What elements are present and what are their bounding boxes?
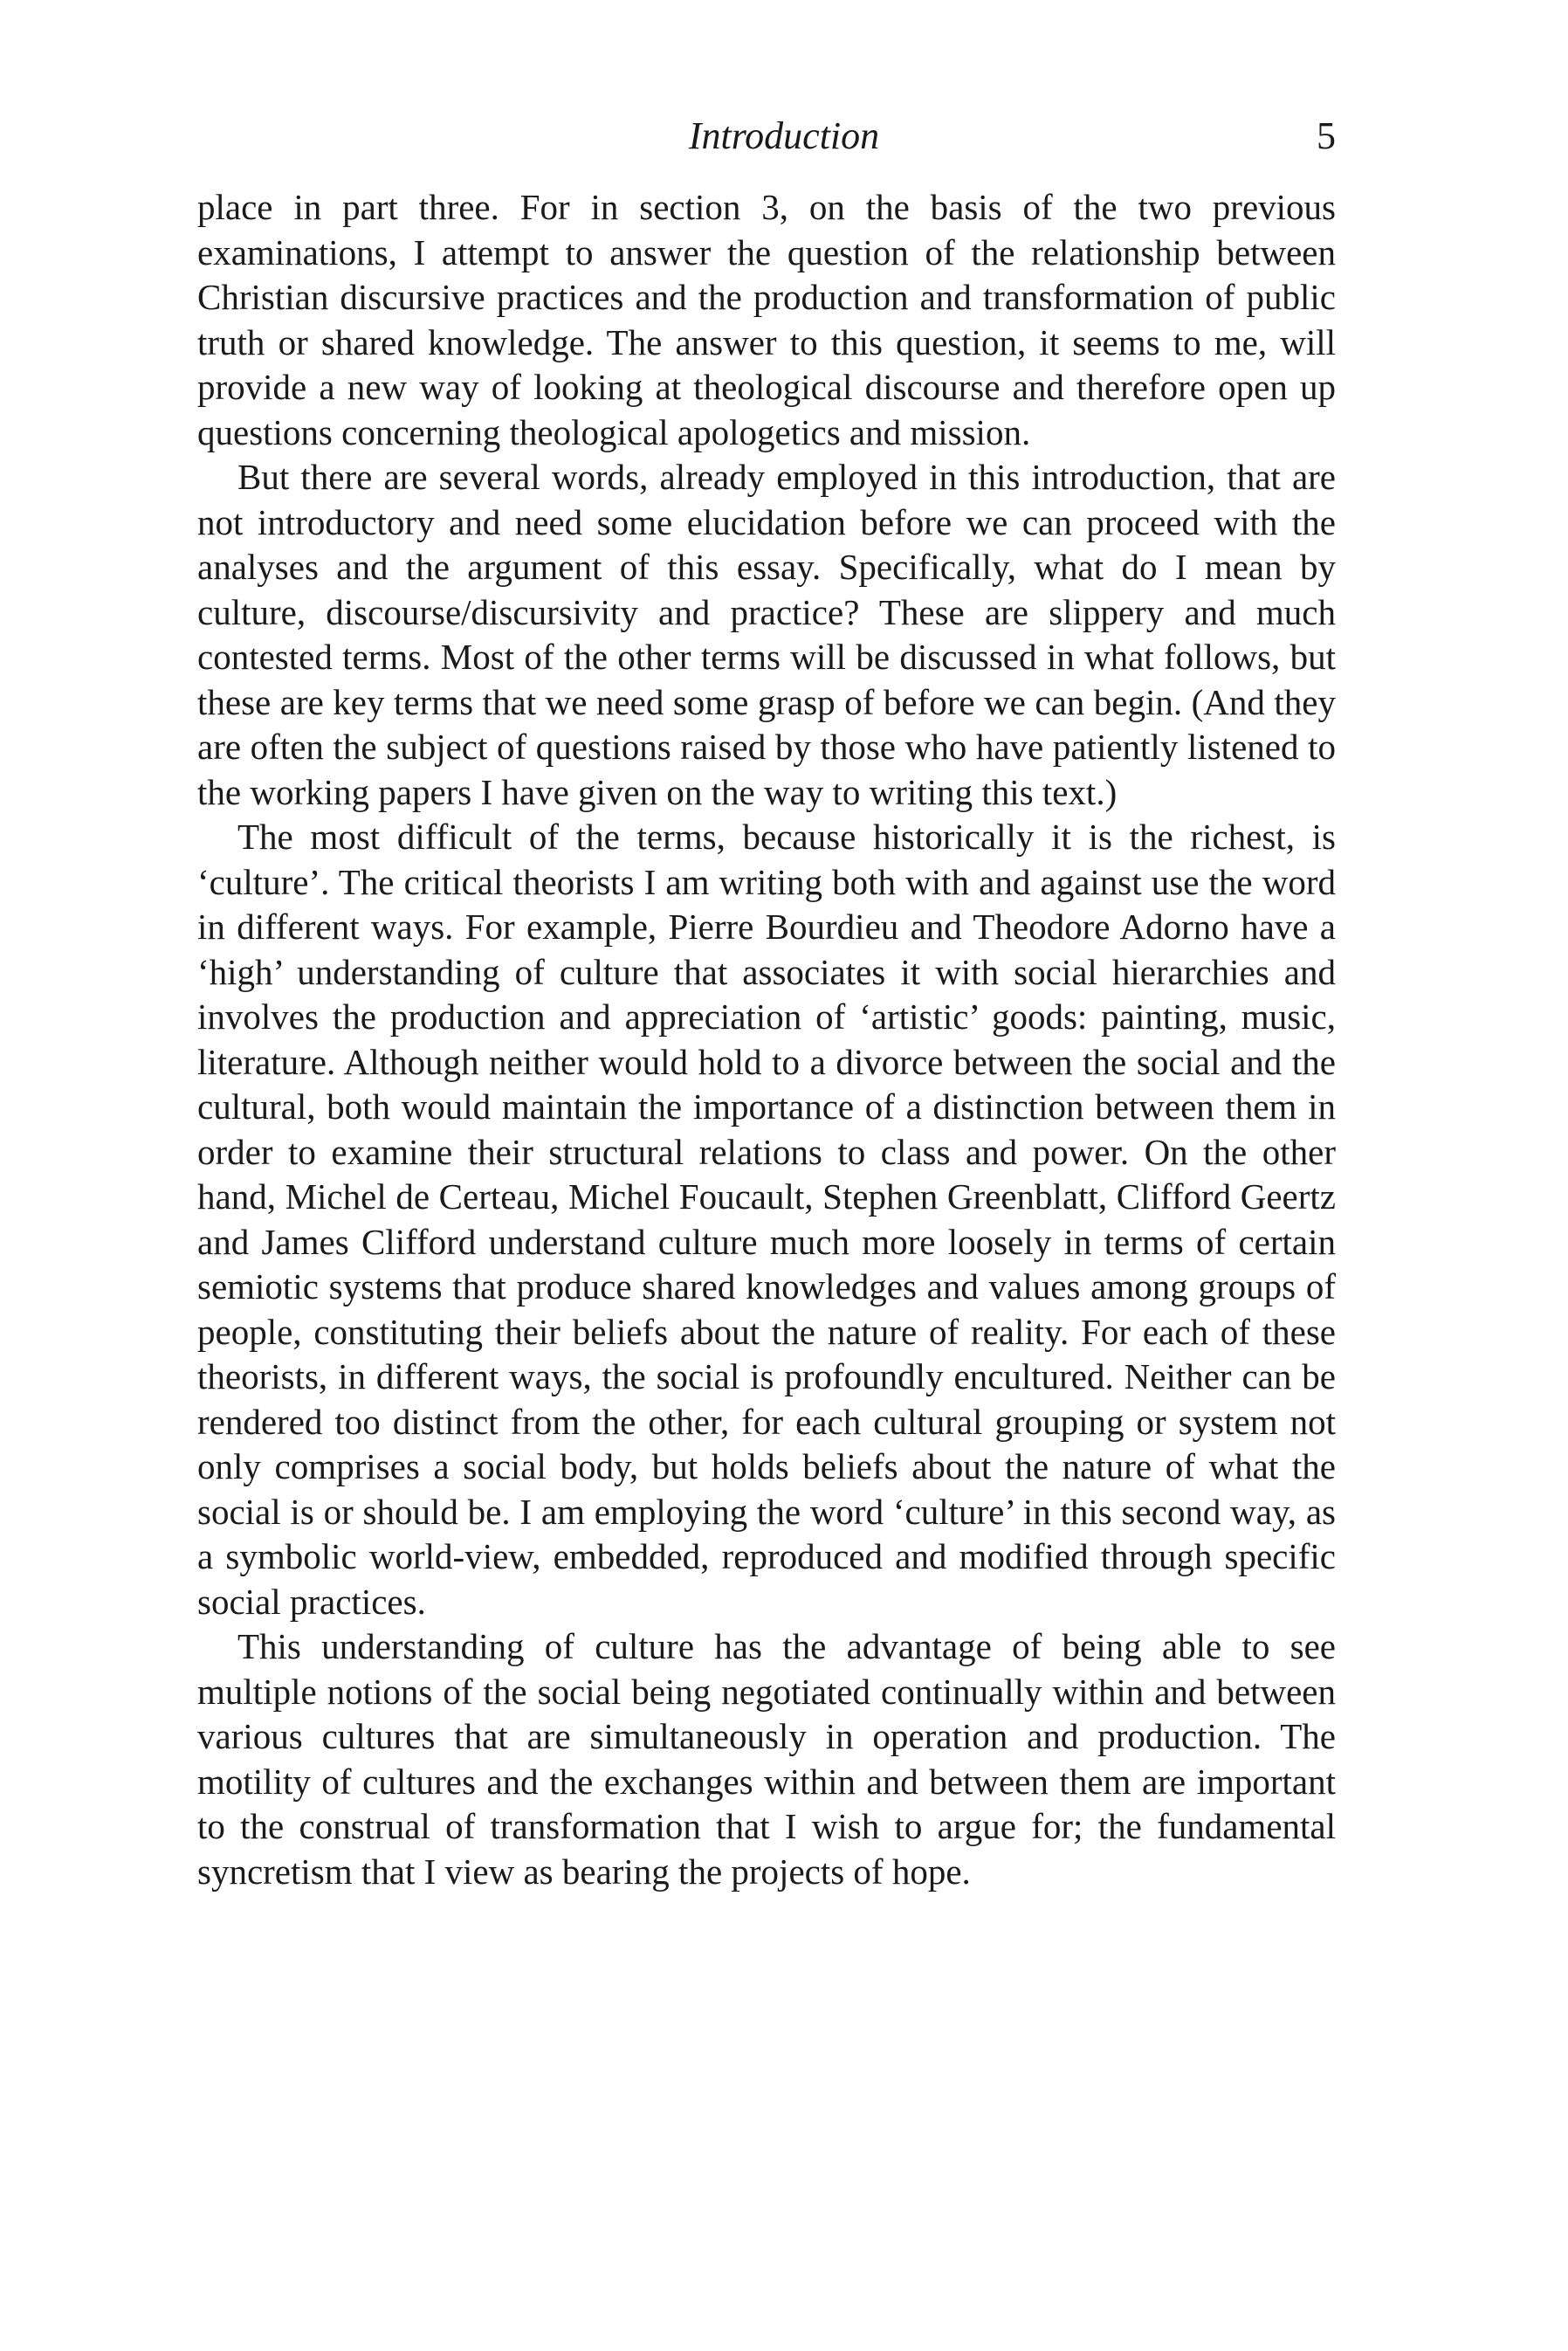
- paragraph-understanding: This understanding of culture has the advantage of being able to see multiple notions of the social being negotiated continually within and between various cultures that are simultaneously in operation and production. The motility of cultures and the exchanges within and between them are important to the construal of transformation that I wish to argue for; the fundamental syncretism that I view as bearing the projects of hope.: [197, 1626, 1336, 1892]
- paragraph-culture: The most difficult of the terms, because historically it is the richest, is ‘culture’. The critical theorists I am writing both with and against use the word in different ways. For example, Pierre Bourdieu and Theodore Adorno have a ‘high’ understanding of culture that associates it with social hierarchies and involves the production and appreciation of ‘artistic’ goods: painting, music, literature. Although neither would hold to a divorce between the social and the cultural, both would maintain the importance of a distinction between them in order to examine their structural relations to class and power. On the other hand, Michel de Certeau, Michel Foucault, Stephen Greenblatt, Clifford Geertz and James Clifford understand culture much more loosely in terms of certain semiotic systems that produce shared knowledges and values among groups of people, constituting their beliefs about the nature of reality. For each of these theorists, in different ways, the social is profoundly encultured. Neither can be rendered too distinct from the other, for each cultural grouping or system not only comprises a social body, but holds beliefs about the nature of what the social is or should be. I am employing the word ‘culture’ in this second way, as a symbolic world-view, embedded, reproduced and modified through specific social practices.: [197, 817, 1336, 1622]
- running-head: [0, 110, 1568, 162]
- page-number: 5: [1317, 114, 1336, 157]
- paragraph-key-terms: But there are several words, already employed in this introduction, that are not introductory and need some elucidation before we can proceed with the analyses and the argument of this essay. Specifically, what do I mean by culture, discourse/discursivity and practice? These are slippery and much contested terms. Most of the other terms will be discussed in what follows, but these are key terms that we need some grasp of before we can begin. (And they are often the subject of questions raised by those who have patiently listened to the working papers I have given on the way to writing this text.): [197, 457, 1336, 812]
- paragraph-continued: place in part three. For in section 3, on the basis of the two previous examinations, I attempt to answer the question of the relationship between Christian discursive practices and the production and transformation of public truth or shared knowledge. The answer to this question, it seems to me, will provide a new way of looking at theological discourse and therefore open up questions concerning theological apologetics and mission.: [197, 187, 1336, 452]
- running-title: Introduction: [688, 114, 880, 157]
- body-text: [197, 185, 1336, 1894]
